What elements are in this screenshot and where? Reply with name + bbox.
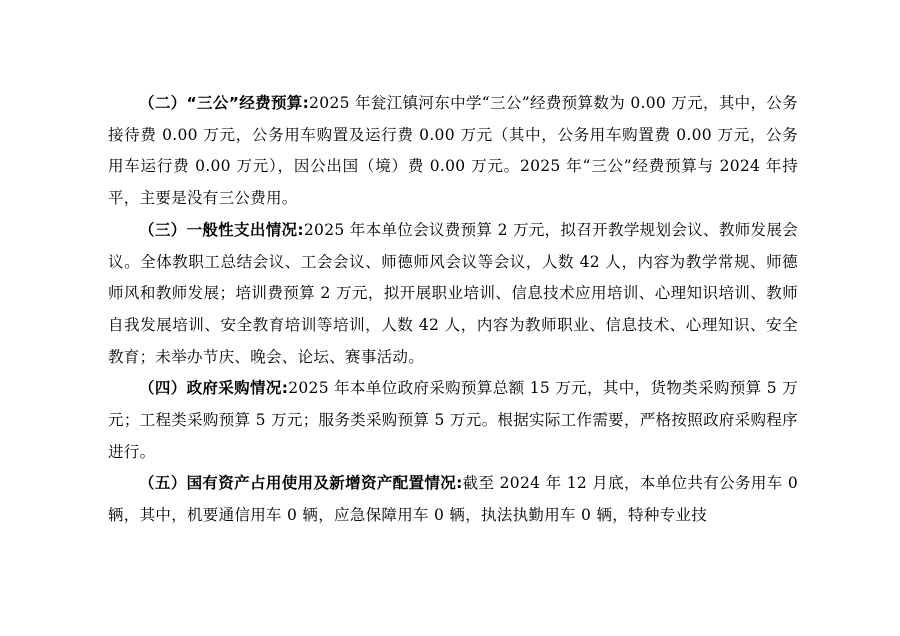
paragraph-text: 2025 年本单位政府采购预算总额 15 万元，其中，货物类采购预算 5 万元；工程类采购预算 5 万元；服务类采购预算 5 万元。根据实际工作需要，严格按照政府采购程序进行。 <box>108 379 798 461</box>
section-heading: （二）“三公”经费预算: <box>139 94 310 112</box>
section-heading: （五）国有资产占用使用及新增资产配置情况: <box>139 474 463 493</box>
paragraph-state-assets <box>108 468 798 531</box>
paragraph-text: 截至 2024 年 12 月底，本单位共有公务用车 0 辆，其中，机要通信用车 0 辆，应急保障用车 0 辆，执法执勤用车 0 辆，特种专业技 <box>108 474 798 525</box>
paragraph-text: 2025 年本单位会议费预算 2 万元，拟召开教学规划会议、教师发展会议。全体教职工总结会议、工会会议、师德师风会议等会议，人数 42 人，内容为教学常规、师德师风和教师发展；培训费预算 2 万元，拟开展职业培训、信息技术应用培训、心理知识培训、教师自我发展培训、安全教育培训等培训，人数 42 人，内容为教师职业、信息技术、心理知识、安全教育；未举办节庆、晚会、论坛、赛事活动。 <box>108 220 799 366</box>
paragraph-general-expenditure <box>108 215 798 374</box>
section-heading: （三）一般性支出情况: <box>139 220 304 239</box>
paragraph-sangong-budget <box>108 88 798 215</box>
paragraph-text: 2025 年瓮江镇河东中学“三公”经费预算数为 0.00 万元，其中，公务接待费 0.00 万元，公务用车购置及运行费 0.00 万元（其中，公务用车购置费 0.00 万元，公务用车运行费 0.00 万元），因公出国（境）费 0.00 万元。2025 年“三公”经费预算与 2024 年持平，主要是没有三公费用。 <box>108 94 798 208</box>
section-heading: （四）政府采购情况: <box>139 379 289 398</box>
document-page <box>108 88 798 532</box>
paragraph-government-procurement <box>108 373 798 468</box>
